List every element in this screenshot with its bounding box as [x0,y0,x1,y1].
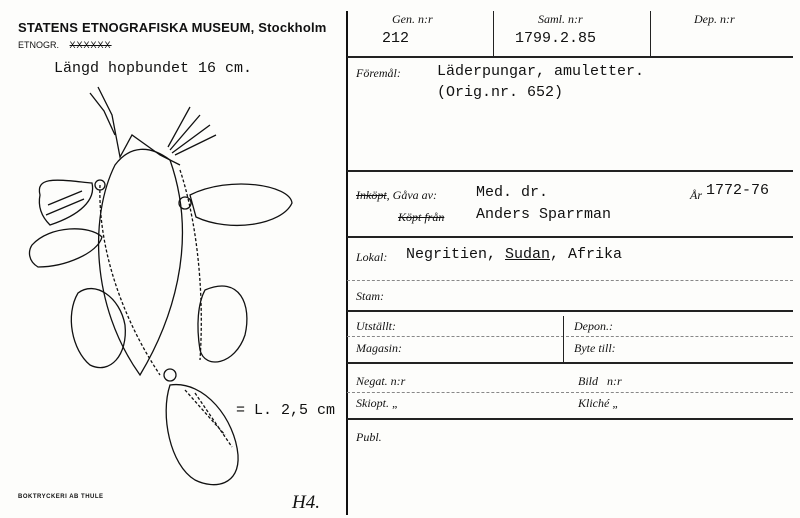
divider-magasin [347,362,793,364]
publ-label: Publ. [356,430,382,444]
bild-label: Bild n:r [578,374,622,388]
etnogr-label: ETNOGR. [18,40,60,50]
divider-gava [347,236,793,238]
gava-label: Gåva av: [392,188,437,202]
lokal-value-post: , Afrika [550,246,623,263]
small-pouch-4 [198,286,247,362]
museum-title: STATENS ETNOGRAFISKA MUSEUM, Stockholm [18,20,327,35]
bead-cord-left [100,185,160,375]
small-pouch-1 [39,180,92,225]
small-pouch-2 [30,229,102,267]
header-sep-2 [650,11,651,56]
divider-header [347,56,793,58]
length-note: Längd hopbundet 16 cm. [54,60,253,77]
gava-field: Inköpt, Gåva av: [356,188,437,202]
gava-struck-line2: Köpt från [398,210,445,224]
year-label: År [690,188,702,202]
printer-imprint: BOKTRYCKERI AB THULE [18,494,104,500]
foremal-label: Föremål: [356,66,401,80]
divider-utstallt [347,336,793,337]
utstallt-label: Utställt: [356,319,397,333]
divider-negat [347,392,793,393]
divider-skiopt [347,418,793,420]
lokal-label: Lokal: [356,250,388,264]
divider-foremal [347,170,793,172]
handwritten-mark: H4. [292,492,320,513]
utstallt-sep [563,316,564,362]
amulet-pouches-drawing [20,75,340,495]
saml-label: Saml. n:r [538,12,583,26]
gen-label: Gen. n:r [392,12,433,26]
divider-stam [347,310,793,312]
scale-note: = L. 2,5 cm [236,402,336,419]
lokal-value-pre: Negritien, [406,246,506,263]
depon-label: Depon.: [574,319,613,333]
header-sep-1 [493,11,494,56]
small-pouch-3 [190,184,292,225]
lokal-value-underlined: Sudan [505,246,551,263]
cliche-label: Kliché „ [578,396,619,410]
divider-lokal [347,280,793,281]
foremal-value-2: (Orig.nr. 652) [437,84,564,101]
small-pouch-6 [166,385,238,485]
dep-label: Dep. n:r [694,12,735,26]
etnogr-struck-value: XXXXXX [69,40,112,50]
saml-value: 1799.2.85 [515,30,597,47]
stam-label: Stam: [356,289,384,303]
skiopt-label: Skiopt. „ [356,396,399,410]
gava-value: Med. dr. [476,184,549,201]
magasin-label: Magasin: [356,341,402,355]
lokal-value [406,246,622,263]
year-value: 1772-76 [706,182,770,199]
etnogr-field [18,40,112,50]
panel-divider [346,11,348,515]
central-pouch [99,149,183,375]
small-pouch-5 [71,289,125,368]
gava-struck-prefix: Inköpt [356,188,387,202]
gava-value-2: Anders Sparrman [476,206,612,223]
foremal-value-1: Läderpungar, amuletter. [437,63,645,80]
byte-label: Byte till: [574,341,616,355]
gen-value: 212 [382,30,410,47]
negat-label: Negat. n:r [356,374,406,388]
